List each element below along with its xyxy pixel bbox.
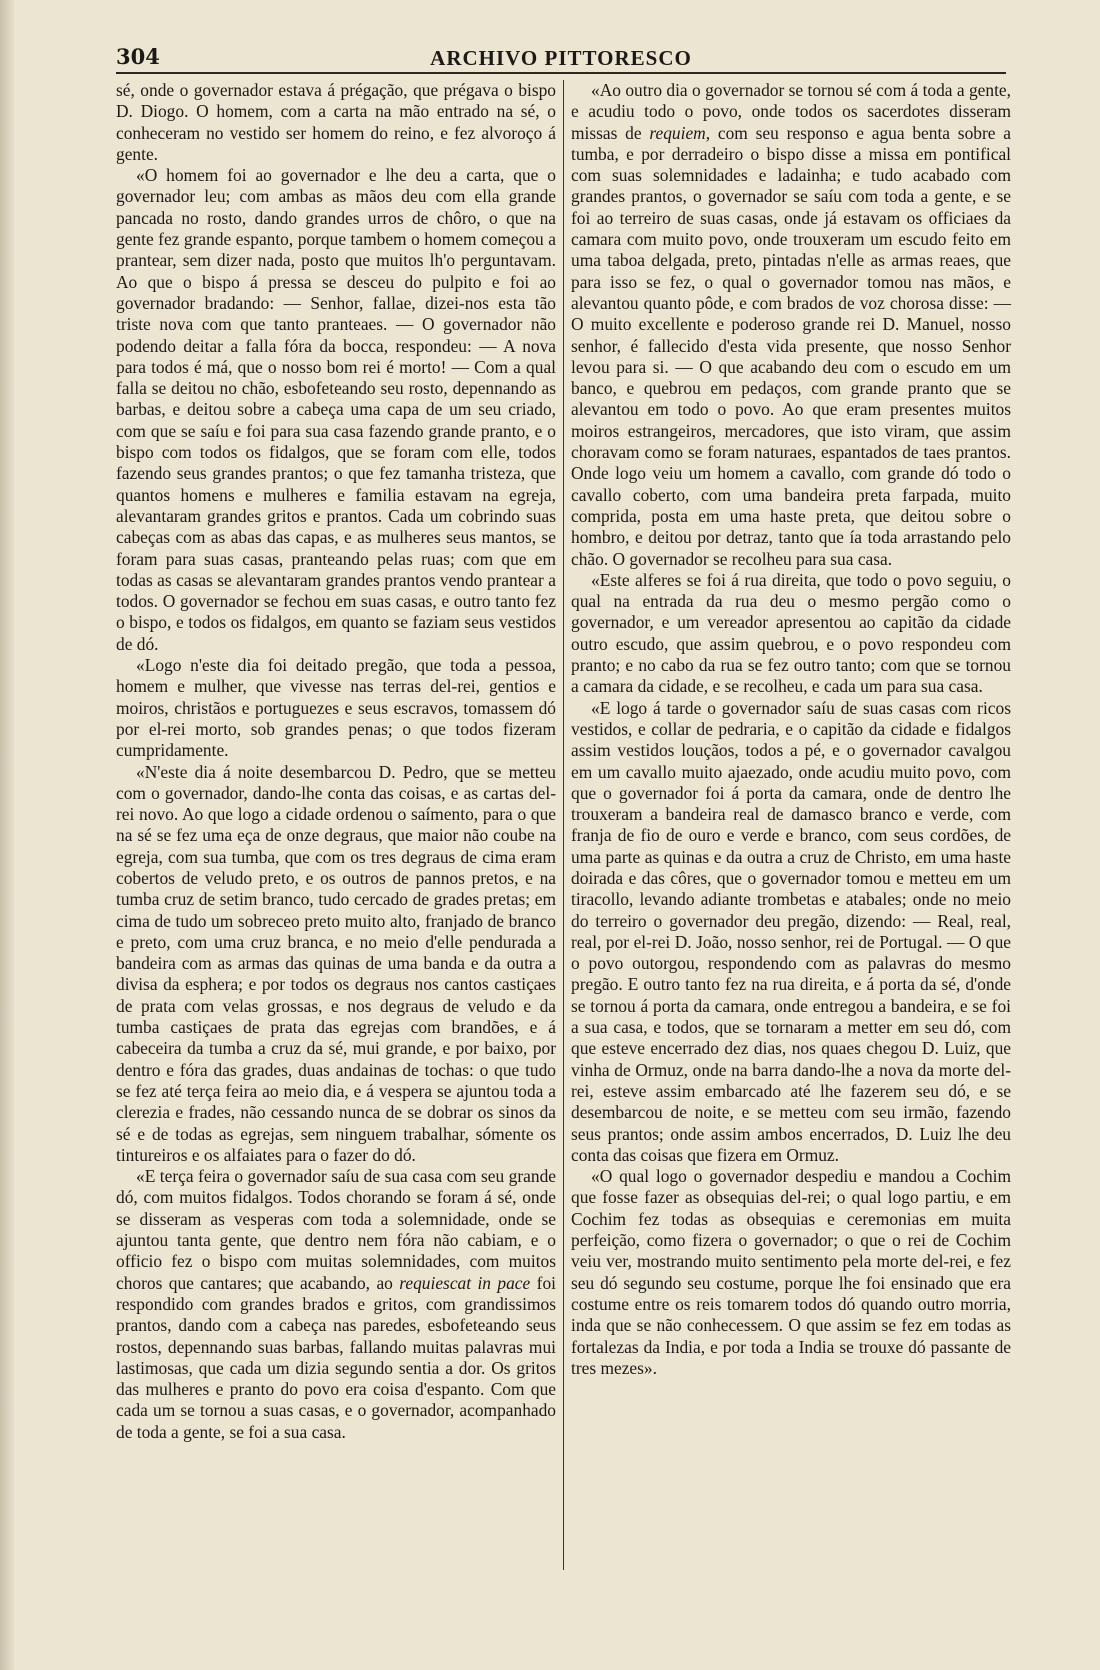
paragraph: sé, onde o governador estava á prégação, que prégava o bispo D. Diogo. O homem, com a carta na mão entrado na sé, o conheceram no vestido ser homem do reino, e fez alvoroço á gente. bbox=[116, 80, 556, 164]
page-number: 304 bbox=[116, 44, 160, 69]
paragraph bbox=[571, 80, 1011, 570]
page-binding-edge bbox=[0, 0, 14, 1670]
text-run: foi respondido com grandes brados e gritos, com grandissimos prantos, dando com a cabeça nas paredes, esbofeteando seus rostos, depennando suas barbas, fallando muitas palavras mui lastimosas, que cada um dizia segundo sentia a dor. Os gritos das mulheres e pranto do povo era coisa d'espanto. Com que cada um se tornou a suas casas, e o governador, acompanhado de toda a gente, se foi a sua casa. bbox=[116, 1272, 556, 1442]
paragraph bbox=[116, 1166, 556, 1443]
paragraph: «O homem foi ao governador e lhe deu a carta, que o governador leu; com ambas as mãos deu com ella grande pancada no rosto, dando grandes urros de chôro, o que na gente fez grande espanto, porque tambem o homem começou a prantear, sem dizer nada, posto que muitos lh'o perguntavam. Ao que o bispo á pressa se desceu do pulpito e foi ao governador bradando: — Senhor, fallae, dizei-nos esta tão triste nova com que tanto pranteaes. — O governador não podendo deitar a falla fóra da bocca, respondeu: — A nova para todos é má, que o nosso bom rei é morto! — Com a qual falla se deitou no chão, esbofeteando seu rosto, depennando as barbas, e deitou sobre a cabeça uma capa de um seu criado, com que se saíu e foi para sua casa fazendo grande pranto, e o bispo com todos os fidalgos, que se foram com elle, todos fazendo seus grandes prantos; o que fez tamanha tristeza, que quantos homens e mulheres e familia estavam na egreja, alevantaram grandes gritos e prantos. Cada um cobrindo suas cabeças com as abas das capas, e as mulheres seus mantos, se foram para suas casas, pranteando pelas ruas; com que em todas as casas se alevantaram grandes prantos vendo prantear a todos. O governador se fechou em suas casas, e outro tanto fez o bispo, e todos os fidalgos, em quanto se faziam seus vestidos de dó. bbox=[116, 165, 556, 654]
latin-word: requiem, bbox=[649, 122, 711, 143]
paragraph: «O qual logo o governador despediu e mandou a Cochim que fosse fazer as obsequias del-rei; o qual logo partiu, e em Cochim fez todas as obsequias e ceremonias em muita perfeição, como fizera o governador; o que o rei de Cochim veiu ver, mostrando muito sentimento pela morte del-rei, e fez seu dó segundo seu costume, porque lhe foi ensinado que era costume entre os reis tomarem todos dó quando outro morria, inda que se não conhecessem. O que assim se fez em todas as fortalezas da India, e por toda a India se trouxe dó passante de tres mezes». bbox=[571, 1166, 1011, 1378]
paragraph: «Logo n'este dia foi deitado pregão, que toda a pessoa, homem e mulher, que vivesse nas terras del-rei, gentios e moiros, christãos e portuguezes e seus escravos, tomassem dó por el-rei morto, sob grandes penas; o que todos fizeram cumpridamente. bbox=[116, 655, 556, 761]
column-divider bbox=[563, 80, 564, 1570]
left-column bbox=[116, 80, 556, 1443]
page-header bbox=[116, 40, 1006, 74]
header-rule bbox=[116, 72, 1006, 74]
running-title: ARCHIVO PITTORESCO bbox=[430, 46, 692, 70]
latin-phrase: requiescat in pace bbox=[399, 1272, 531, 1293]
paragraph: «E logo á tarde o governador saíu de suas casas com ricos vestidos, e collar de pedraria, e o capitão da cidade e fidalgos assim vestidos louçãos, todos a pé, e o governador cavalgou em um cavallo muito ajaezado, onde acudiu muito povo, com que o governador foi á porta da camara, onde de dentro lhe trouxeram a bandeira real de damasco branco e verde, com franja de fio de ouro e verde e branco, com seus cordões, de uma parte as quinas e da outra a cruz de Christo, em uma haste doirada e das côres, que o governador tomou e metteu em um tiracollo, levando adiante trombetas e atabales; onde no meio do terreiro o governador deu pregão, dizendo: — Real, real, real, por el-rei D. João, nosso senhor, rei de Portugal. — O que o povo outorgou, respondendo com as palavras do mesmo pregão. E outro tanto fez na rua direita, e á porta da sé, d'onde se tornou á porta da camara, onde entregou a bandeira, e se foi a sua casa, e todos, que se tornaram a metter em seu dó, com que esteve encerrado dez dias, nos quaes chegou D. Luiz, que vinha de Ormuz, onde na barra dando-lhe a nova da morte del-rei, esteve assim embarcado até lhe fazerem seu dó, e se desembarcou de noite, e se metteu com seu irmão, fazendo seus prantos; onde assim ambos encerrados, D. Luiz lhe deu conta das coisas que fizera em Ormuz. bbox=[571, 697, 1011, 1165]
text-run: «Ao outro dia o governador se tornou sé com á toda a gente, e acudiu todo o povo, onde todos os sacerdotes disseram missas de bbox=[571, 80, 1011, 143]
paragraph: «N'este dia á noite desembarcou D. Pedro, que se metteu com o governador, dando-lhe conta das coisas, e as cartas del-rei novo. Ao que logo a cidade ordenou o saímento, para o que na sé se fez uma eça de onze degraus, que maior não coube na egreja, com sua tumba, que com os tres degraus de cima eram cobertos de veludo preto, e os outros de pannos pretos, e na tumba cruz de setim branco, tudo cercado de grades pretas; em cima de tudo um sobreceo preto muito alto, franjado de branco e preto, com uma cruz branca, e no meio d'elle pendurada a bandeira com as armas das quinas de uma banda e da outra a divisa da esphera; e por todos os degraus nos cantos castiçaes de prata com velas grossas, e nos degraus de veludo e da tumba castiçaes de prata das egrejas com brandões, e á cabeceira da tumba a cruz da sé, mui grande, e por baixo, por dentro e fóra das grades, duas andainas de tochas: o que tudo se fez até terça feira ao meio dia, e á vespera se ajuntou toda a clerezia e frades, não cessando nunca de se dobrar os sinos da sé e de todas as egrejas, sem ninguem trabalhar, sómente os tintureiros e os alfaiates para o fazer do dó. bbox=[116, 761, 556, 1165]
text-run: com seu responso e agua benta sobre a tumba, e por derradeiro o bispo disse a missa em pontifical com suas solemnidades e ladainha; e tudo acabado com grandes prantos, o governador se saíu com toda a gente, e se foi ao terreiro de suas casas, onde já estavam os officiaes da camara com muito povo, onde trouxeram um escudo feito em uma taboa delgada, preto, pintadas n'elle as armas reaes, que para isso se fez, o qual o governador tomou nas mãos, e alevantou quanto pôde, e com brados de voz chorosa disse: — O muito excellente e poderoso grande rei D. Manuel, nosso senhor, é fallecido d'esta vida presente, que nosso Senhor levou para si. — O que acabando deu com o escudo em um banco, e quebrou em pedaços, com grande pranto que se alevantou em todo o povo. Ao que eram presentes muitos moiros estrangeiros, mercadores, que isto viram, que assim choravam como se foram naturaes, espantados de taes prantos. Onde logo veiu um homem a cavallo, com grande dó todo o cavallo coberto, com uma bandeira preta farpada, muito comprida, posta em uma haste preta, que deitou sobre o hombro, e deitou por detraz, tanto que ía toda arrastando pelo chão. O governador se recolheu para sua casa. bbox=[571, 122, 1011, 569]
right-column bbox=[571, 80, 1011, 1379]
text-run: «E terça feira o governador saíu de sua casa com seu grande dó, com muitos fidalgos. Todos chorando se foram á sé, onde se disseram as vesperas com toda a solemnidade, onde se ajuntou tanta gente, que dentro nem fóra não cabiam, e o officio fez o bispo com muitas solemnidades, com muitos choros que cantares; que acabando, ao bbox=[116, 1166, 556, 1293]
paragraph: «Este alferes se foi á rua direita, que todo o povo seguiu, o qual na entrada da rua deu o mesmo pergão como o governador, e um vereador apresentou ao capitão da cidade outro escudo, que assim quebrou, e o povo respondeu com pranto; e no cabo da rua se fez outro tanto; com que se tornou a camara da cidade, e se recolheu, e cada um para sua casa. bbox=[571, 569, 1011, 697]
